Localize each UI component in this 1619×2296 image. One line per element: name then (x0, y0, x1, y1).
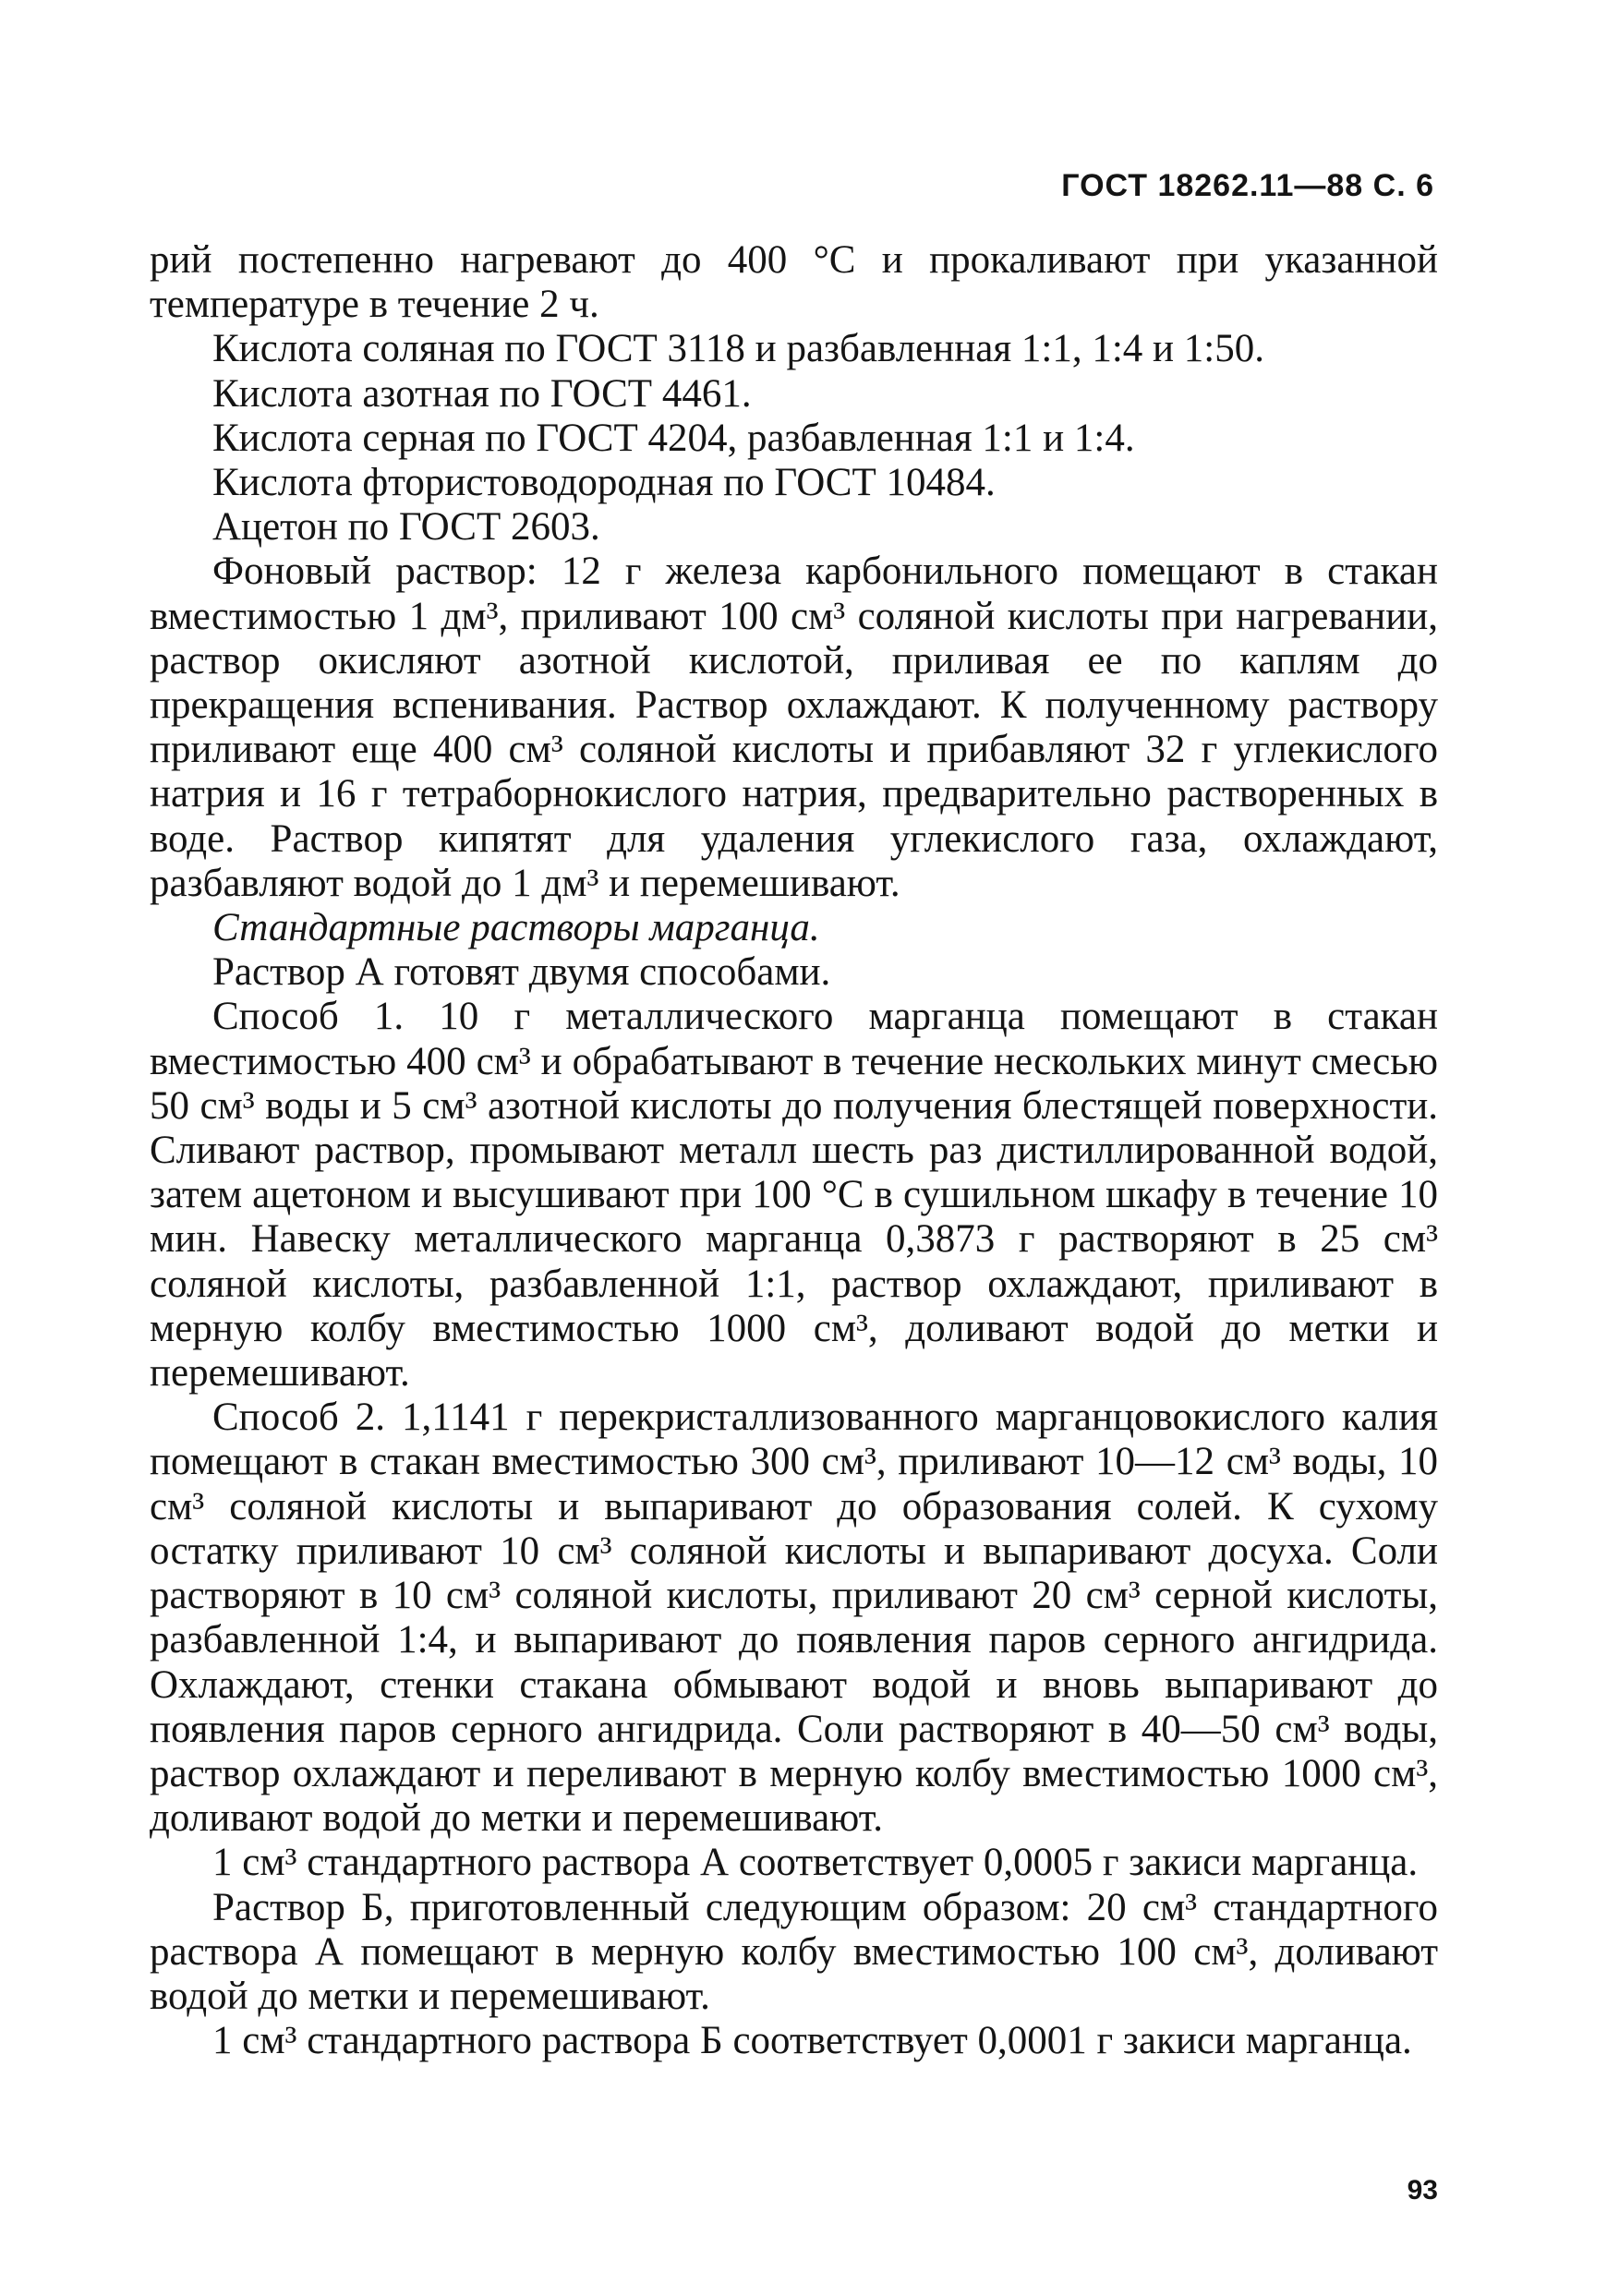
paragraph-acetone: Ацетон по ГОСТ 2603. (212, 505, 600, 550)
paragraph-method-2: Способ 2. 1,1141 г перекристаллизованного марганцовокислого калия помещают в стакан вместимостью 300 см³, приливают 10—12 см³ воды, 10 см³ соляной кислоты и выпаривают до образования солей. К сухому остатку приливают 10 см³ соляной кислоты и выпаривают досуха. Соли растворяют в 10 см³ соляной кислоты, приливают 20 см³ серной кислоты, разбавленной 1:4, и выпаривают до появления паров серного ангидрида. Охлаждают, стенки стакана обмывают водой и вновь выпаривают до появления паров серного ангидрида. Соли растворяют в 40—50 см³ воды, раствор охлаждают и переливают в мерную колбу вместимостью 1000 см³, доливают водой до метки и перемешивают. (150, 1396, 1438, 1841)
section-heading-standard-solutions: Стандартные растворы марганца. (212, 906, 820, 950)
paragraph-method-1: Способ 1. 10 г металлического марганца помещают в стакан вместимостью 400 см³ и обрабатывают в течение нескольких минут смесью 50 см³ воды и 5 см³ азотной кислоты до получения блестящей поверхности. Сливают раствор, промывают металл шесть раз дистиллированной водой, затем ацетоном и высушивают при 100 °С в сушильном шкафу в течение 10 мин. Навеску металлического марганца 0,3873 г растворяют в 25 см³ соляной кислоты, разбавленной 1:1, раствор охлаждают, приливают в мерную колбу вместимостью 1000 см³, доливают водой до метки и перемешивают. (150, 995, 1438, 1396)
paragraph-solution-b: Раствор Б, приготовленный следующим образом: 20 см³ стандартного раствора А помещают в мерную колбу вместимостью 100 см³, доливают водой до метки и перемешивают. (150, 1885, 1438, 2018)
page-number: 93 (1407, 2175, 1438, 2205)
paragraph-sulfuric-acid: Кислота серная по ГОСТ 4204, разбавленная 1:1 и 1:4. (212, 416, 1135, 460)
paragraph-solution-a-intro: Раствор А готовят двумя способами. (212, 950, 831, 995)
paragraph-background-solution: Фоновый раствор: 12 г железа карбонильного помещают в стакан вместимостью 1 дм³, приливают 100 см³ соляной кислоты при нагревании, раствор окисляют азотной кислотой, приливая ее по каплям до прекращения вспенивания. Раствор охлаждают. К полученному раствору приливают еще 400 см³ соляной кислоты и прибавляют 32 г углекислого натрия и 16 г тетраборнокислого натрия, предварительно растворенных в воде. Раствор кипятят для удаления углекислого газа, охлаждают, разбавляют водой до 1 дм³ и перемешивают. (150, 550, 1438, 905)
paragraph-solution-a-equivalence: 1 см³ стандартного раствора А соответствует 0,0005 г закиси марганца. (212, 1841, 1419, 1885)
body-text (150, 238, 1438, 2063)
running-header: ГОСТ 18262.11—88 С. 6 (1061, 168, 1434, 203)
paragraph-nitric-acid: Кислота азотная по ГОСТ 4461. (212, 371, 752, 416)
paragraph-hydrofluoric-acid: Кислота фтористоводородная по ГОСТ 10484. (212, 461, 996, 505)
paragraph-hydrochloric-acid: Кислота соляная по ГОСТ 3118 и разбавленная 1:1, 1:4 и 1:50. (212, 327, 1264, 371)
paragraph-solution-b-equivalence: 1 см³ стандартного раствора Б соответствует 0,0001 г закиси марганца. (212, 2019, 1412, 2063)
paragraph-continuation: рий постепенно нагревают до 400 °С и прокаливают при указанной температуре в течение 2 ч. (150, 238, 1438, 327)
